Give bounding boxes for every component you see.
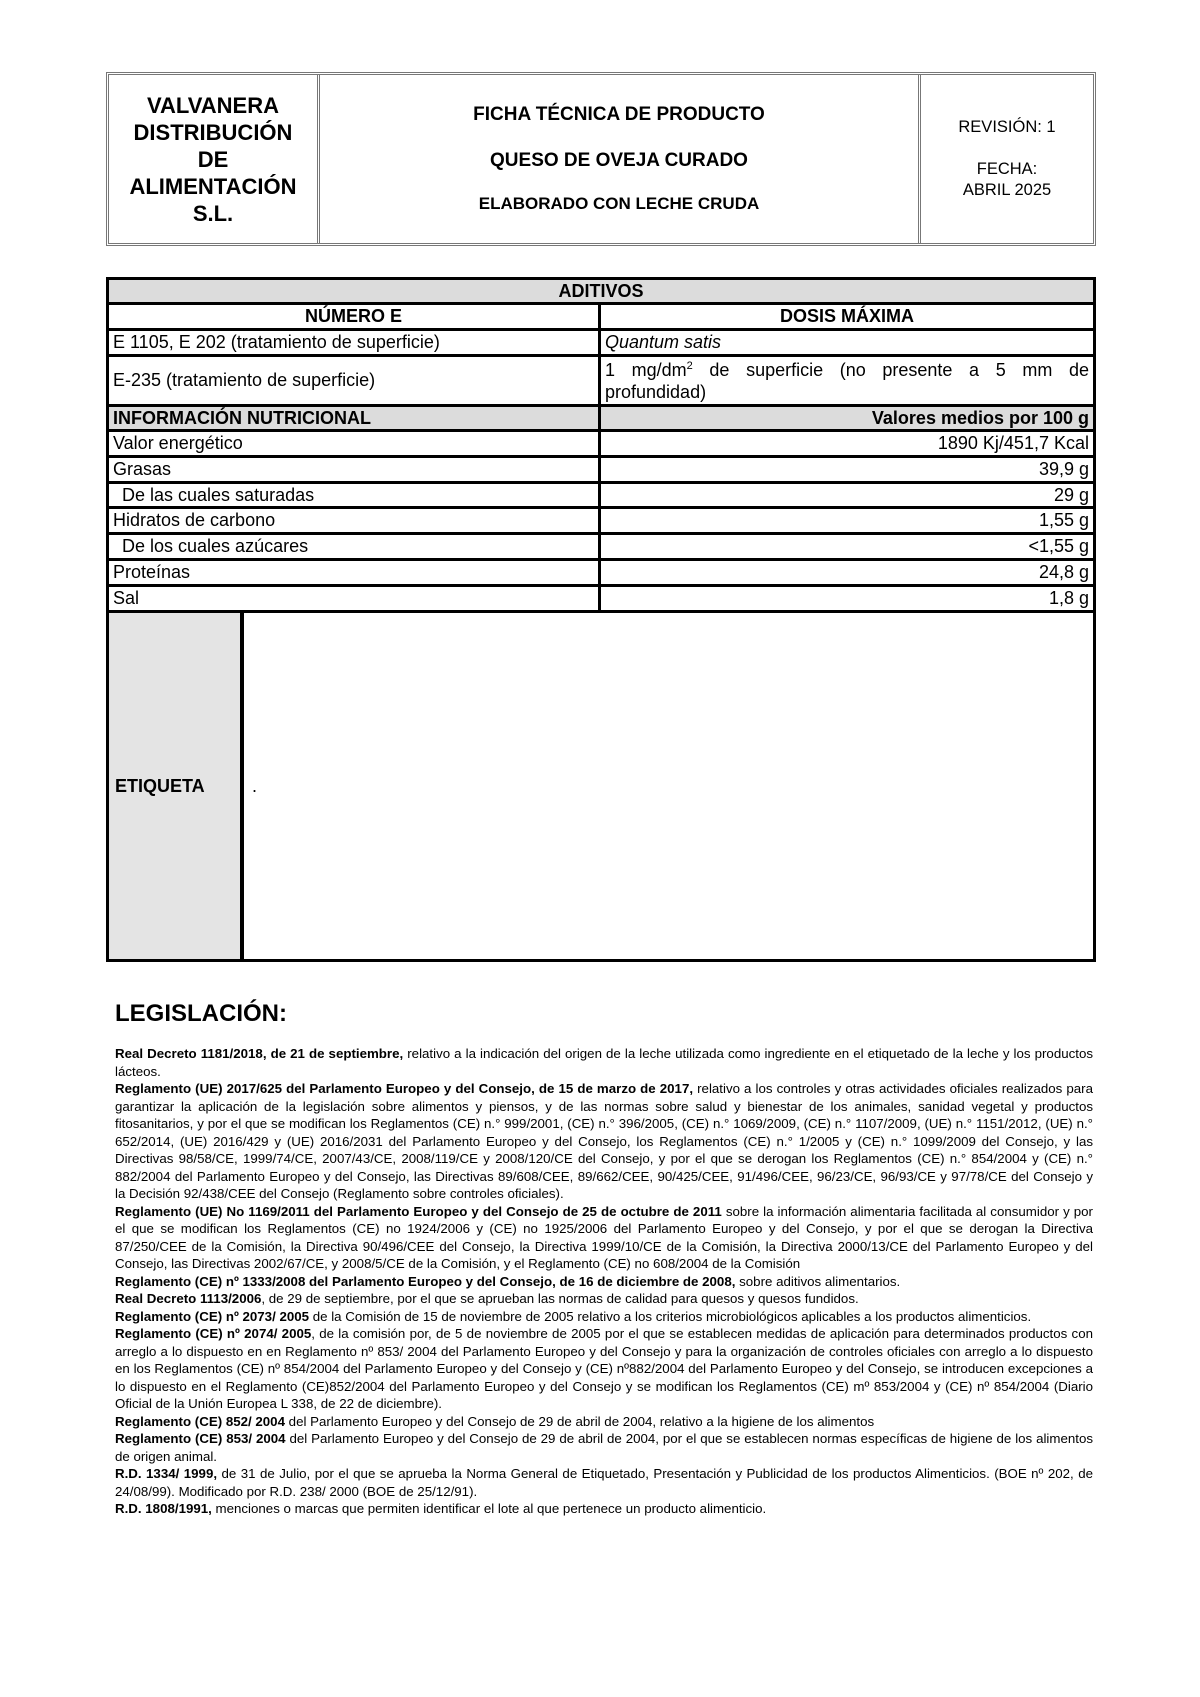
revision-block [921, 75, 1093, 243]
dosis-superscript: 2 [686, 360, 693, 372]
dosis-text: de superficie (no presente a 5 mm de profundidad) [605, 360, 1089, 402]
nutrient-value: 29 g [1053, 484, 1089, 505]
company-line: S.L. [192, 200, 234, 226]
law-item [115, 1500, 1093, 1518]
law-desc: , de la comisión por, de 5 de noviembre de 2005 por el que se establecen medidas de aplicación para determinados productos con arreglo a lo dispuesto en en Reglamento nº 853/ 2004 del Parlamento Europeo y del Consejo y para la organización de controles oficiales con arreglo a lo dispuesto en los Reglamentos (CE) nº 854/2004 del Parlamento Europeo y del Consejo y (CE) nº882/2004 del Parlamento Europeo y del Consejo, se introducen excepciones a lo dispuesto en el Reglamento (CE)852/2004 del Parlamento Europeo y del Consejo y se modifican los Reglamentos (CE) mº 853/2004 y (CE) nº 854/2004 (Diario Oficial de la Unión Europea L 338, de 22 de diciembre). [115, 1326, 1093, 1411]
law-desc: menciones o marcas que permiten identificar el lote al que pertenece un producto alimenticio. [211, 1501, 767, 1516]
title-block [320, 75, 921, 243]
nutrient-row [109, 484, 1093, 509]
law-ref: Reglamento (CE) 853/ 2004 [115, 1431, 286, 1446]
dosis-text: 1 mg/dm [605, 360, 687, 380]
law-item [115, 1080, 1093, 1203]
law-item [115, 1325, 1093, 1413]
law-desc: de la Comisión de 15 de noviembre de 2005 relativo a los criterios microbiológicos aplicables a los productos alimenticios. [309, 1308, 1032, 1324]
aditivo-numero: E-235 (tratamiento de superficie) [109, 357, 601, 404]
law-ref: Reglamento (CE) nº 2073/ 2005 [115, 1308, 310, 1324]
law-item [115, 1273, 1093, 1291]
aditivos-header-row [109, 280, 1093, 305]
law-item [115, 1203, 1093, 1273]
nutrient-label: De las cuales saturadas [109, 484, 601, 506]
revision: REVISIÓN: 1 [958, 117, 1056, 136]
law-ref: Reglamento (CE) nº 2074/ 2005 [115, 1326, 312, 1341]
law-ref: Reglamento (UE) 2017/625 del Parlamento Europeo y del Consejo, de 15 de marzo de 2017, [115, 1081, 694, 1096]
nutrient-row [109, 458, 1093, 484]
law-desc: sobre la información alimentaria facilitada al consumidor y por el que se modifican los Reglamentos (CE) no 1924/2006 y (CE) no 1925/2006 del Parlamento Europeo y del Consejo, y por el que se derogan la Directiva 87/250/CEE de la Comisión, la Directiva 90/496/CEE del Consejo, la Directiva 1999/10/CE de la Comisión, la Directiva 2000/13/CE del Parlamento Europeo y del Consejo, las Directivas 2002/67/CE, y 2008/5/CE de la Comisión, y el Reglamento (CE) no 608/2004 de la Comisión [115, 1203, 1093, 1271]
nutrient-label: Proteínas [109, 561, 601, 584]
nutrient-value: 1890 Kj/451,7 Kcal [937, 433, 1089, 453]
aditivo-numero: E 1105, E 202 (tratamiento de superficie) [109, 331, 601, 354]
spec-table [106, 277, 1096, 962]
nutrient-value: 1,8 g [1048, 588, 1089, 608]
law-ref: Reglamento (UE) No 1169/2011 del Parlamento Europeo y del Consejo de 25 de octubre de 2011 [115, 1203, 722, 1219]
aditivo-dosis: Quantum satis [605, 332, 722, 352]
law-item [115, 1413, 1093, 1431]
company-line: VALVANERA [147, 92, 279, 118]
col-dosis-maxima: DOSIS MÁXIMA [779, 306, 914, 326]
law-desc: , de 29 de septiembre, por el que se aprueban las normas de calidad para quesos y quesos fundidos. [261, 1291, 859, 1306]
law-ref: R.D. 1808/1991, [115, 1501, 212, 1516]
company-line: DISTRIBUCIÓN [133, 119, 293, 145]
law-ref: Reglamento (CE) 852/ 2004 [115, 1413, 285, 1429]
law-item [115, 1430, 1093, 1465]
nutrient-row [109, 587, 1093, 613]
law-desc: de 31 de Julio, por el que se aprueba la Norma General de Etiquetado, Presentación y Publicidad de los productos Alimenticios. (BOE nº 202, de 24/08/99). Modificado por R.D. 238/ 2000 (BOE de 25/12/91). [115, 1466, 1093, 1499]
product-name: QUESO DE OVEJA CURADO [490, 150, 748, 171]
law-ref: Real Decreto 1113/2006 [115, 1291, 262, 1306]
aditivos-title: ADITIVOS [558, 280, 644, 301]
nutrient-label: De los cuales azúcares [109, 535, 601, 558]
law-ref: Real Decreto 1181/2018, de 21 de septiembre, [115, 1046, 404, 1061]
legislacion-title: LEGISLACIÓN: [115, 1000, 287, 1027]
aditivo-row [109, 357, 1093, 407]
aditivos-col-header-row [109, 305, 1093, 331]
nutrient-value: <1,55 g [1028, 536, 1089, 556]
col-numero-e: NÚMERO E [109, 305, 601, 328]
law-item [115, 1308, 1093, 1326]
nutricion-title: INFORMACIÓN NUTRICIONAL [109, 407, 601, 429]
product-subtitle: ELABORADO CON LECHE CRUDA [478, 194, 760, 213]
doc-title: FICHA TÉCNICA DE PRODUCTO [473, 104, 765, 125]
law-desc: del Parlamento Europeo y del Consejo de 29 de abril de 2004, por el que se establecen normas específicas de higiene de los alimentos de origen animal. [115, 1431, 1093, 1464]
nutrient-label: Grasas [109, 458, 601, 481]
nutricion-header-row [109, 407, 1093, 432]
law-ref: R.D. 1334/ 1999, [115, 1466, 218, 1481]
nutrient-value: 1,55 g [1038, 510, 1089, 530]
etiqueta-label: ETIQUETA [109, 613, 244, 959]
law-ref: Reglamento (CE) nº 1333/2008 del Parlamento Europeo y del Consejo, de 16 de diciembre de 2008, [115, 1273, 736, 1289]
aditivo-dosis [601, 357, 1093, 404]
legislacion-list [115, 1045, 1093, 1518]
nutricion-values-header: Valores medios por 100 g [871, 407, 1089, 428]
law-item [115, 1465, 1093, 1500]
document-header [106, 72, 1096, 246]
aditivo-row [109, 331, 1093, 357]
law-item [115, 1045, 1093, 1080]
company-line: ALIMENTACIÓN [129, 173, 297, 199]
company-line: DE [197, 146, 229, 172]
nutrient-label: Sal [109, 587, 601, 610]
nutrient-row [109, 561, 1093, 587]
law-item [115, 1290, 1093, 1308]
law-desc: relativo a los controles y otras actividades oficiales realizados para garantizar la aplicación de la legislación sobre alimentos y piensos, y de las normas sobre salud y bienestar de los animales, sanidad vegetal y productos fitosanitarios, y por el que se modifican los Reglamentos (CE) n.° 999/2001, (CE) n.° 396/2005, (CE) n.° 1069/2009, (CE) n.° 1107/2009, (UE) n.° 1151/2012, (UE) n.° 652/2014, (UE) 2016/429 y (UE) 2016/2031 del Parlamento Europeo y del Consejo, los Reglamentos (CE) n.° 1/2005 y (CE) n.° 1099/2009 del Consejo, y las Directivas 98/58/CE, 1999/74/CE, 2007/43/CE, 2008/119/CE y 2008/120/CE del Consejo, y por el que se derogan los Reglamentos (CE) n.° 854/2004 y (CE) n.° 882/2004 del Parlamento Europeo y del Consejo, las Directivas 89/608/CEE, 89/662/CEE, 90/425/CEE, 91/496/CEE, 96/23/CE, 96/93/CE y 97/78/CE del Consejo y la Decisión 92/438/CEE del Consejo (Reglamento sobre controles oficiales). [115, 1081, 1094, 1201]
nutrient-value: 24,8 g [1038, 562, 1089, 582]
law-desc: sobre aditivos alimentarios. [735, 1273, 901, 1289]
nutrient-row [109, 535, 1093, 561]
nutrient-label: Valor energético [109, 432, 601, 455]
nutrient-row [109, 509, 1093, 535]
law-desc: del Parlamento Europeo y del Consejo de 29 de abril de 2004, relativo a la higiene de los alimentos [284, 1413, 875, 1429]
company-name [109, 75, 320, 243]
nutrient-value: 39,9 g [1038, 459, 1089, 479]
law-desc: relativo a la indicación del origen de la leche utilizada como ingrediente en el etiquetado de la leche y los productos lácteos. [115, 1046, 1093, 1079]
nutrient-row [109, 432, 1093, 458]
date: FECHA: ABRIL 2025 [962, 159, 1052, 199]
etiqueta-value: . [252, 775, 258, 796]
nutrient-label: Hidratos de carbono [109, 509, 601, 532]
etiqueta-row [109, 613, 1093, 959]
